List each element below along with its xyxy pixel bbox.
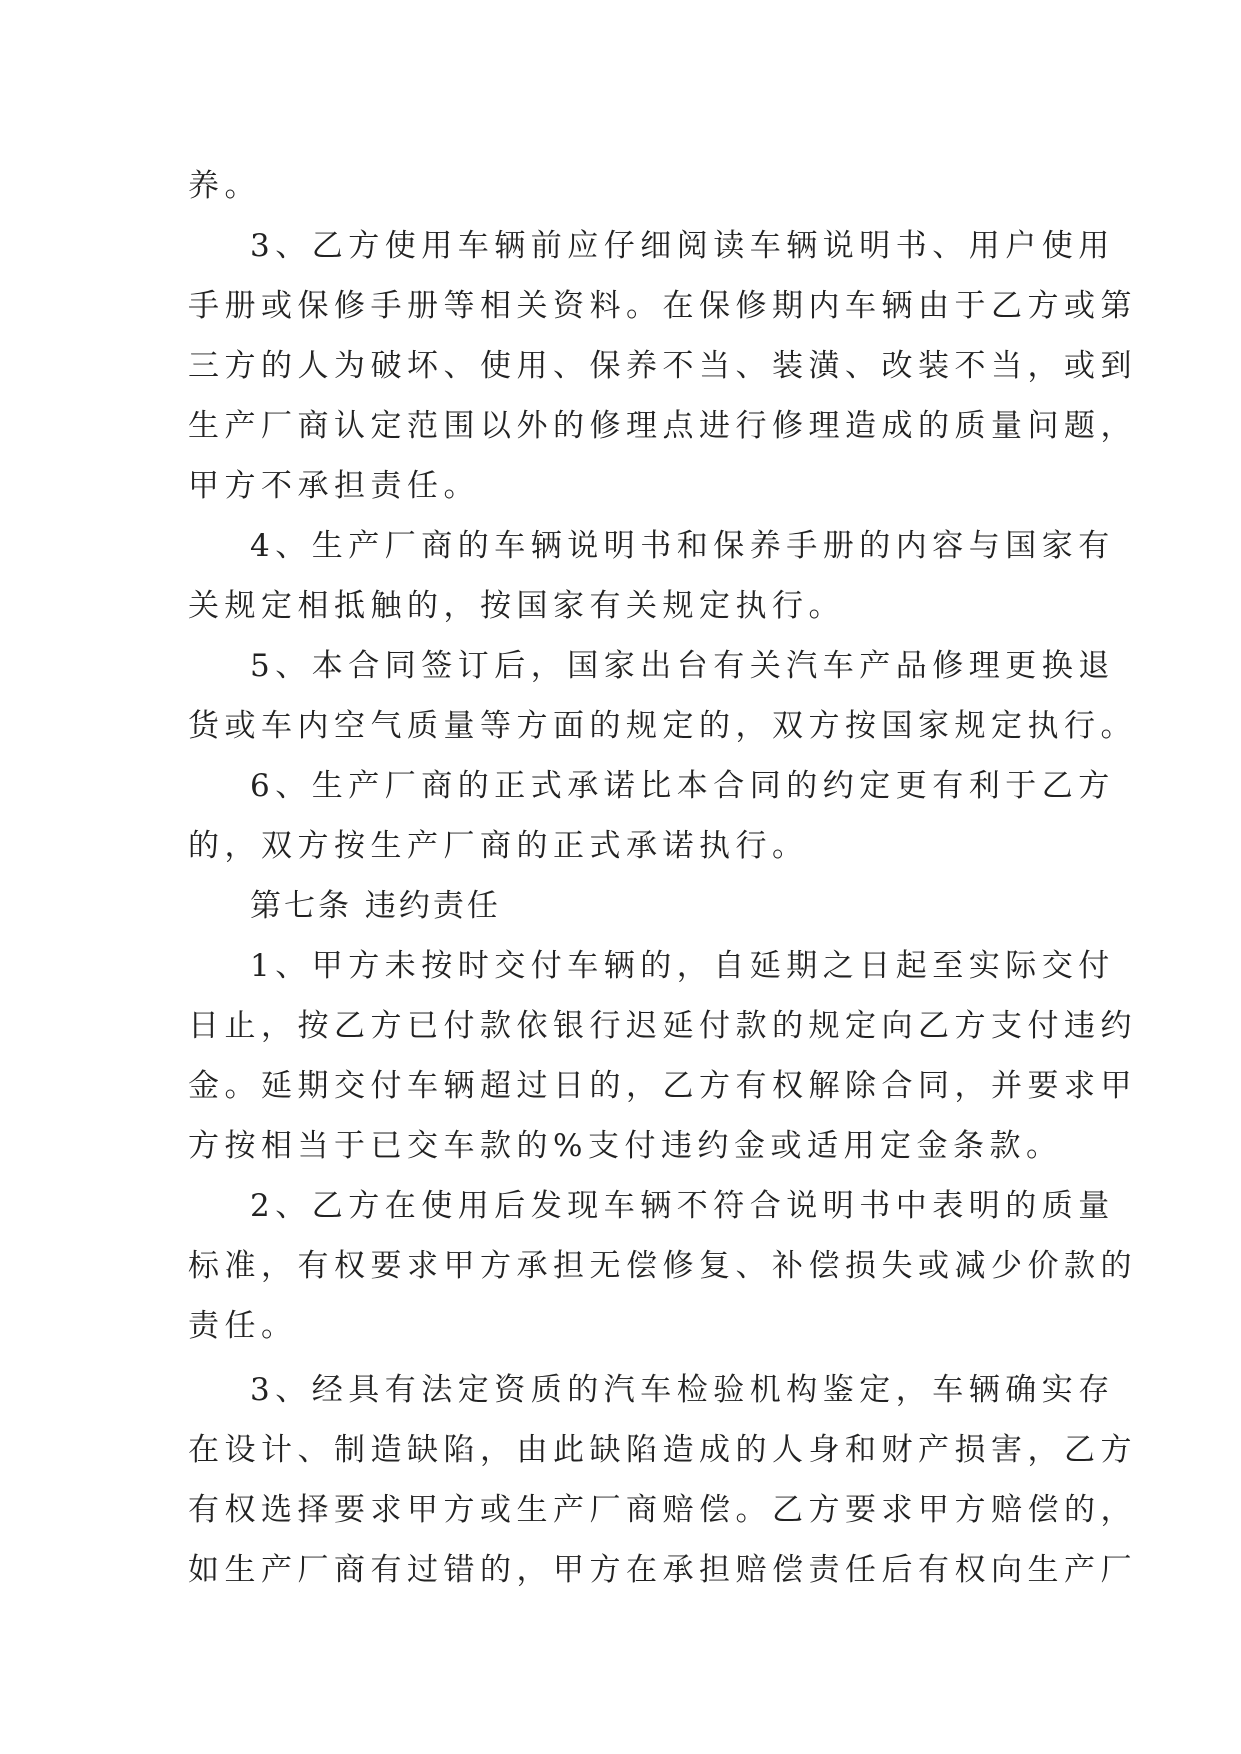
text-line: 标准，有权要求甲方承担无偿修复、补偿损失或减少价款的 <box>188 1248 1137 1284</box>
text-line: 方按相当于已交车款的%支付违约金或适用定金条款。 <box>188 1128 1063 1164</box>
text-line: 6、生产厂商的正式承诺比本合同的约定更有利于乙方 <box>250 768 1115 804</box>
text-line: 日止，按乙方已付款依银行迟延付款的规定向乙方支付违约 <box>188 1008 1137 1044</box>
text-line: 的，双方按生产厂商的正式承诺执行。 <box>188 828 809 864</box>
text-line: 3、乙方使用车辆前应仔细阅读车辆说明书、用户使用 <box>250 228 1115 264</box>
text-line: 3、经具有法定资质的汽车检验机构鉴定，车辆确实存 <box>250 1372 1115 1408</box>
text-line: 责任。 <box>188 1308 298 1344</box>
text-line: 生产厂商认定范围以外的修理点进行修理造成的质量问题， <box>188 408 1137 444</box>
text-line: 4、生产厂商的车辆说明书和保养手册的内容与国家有 <box>250 528 1115 564</box>
text-line: 手册或保修手册等相关资料。在保修期内车辆由于乙方或第 <box>188 288 1137 324</box>
text-line: 甲方不承担责任。 <box>188 468 480 504</box>
document-body <box>188 156 1137 1600</box>
text-line: 2、乙方在使用后发现车辆不符合说明书中表明的质量 <box>250 1188 1115 1224</box>
text-line: 5、本合同签订后，国家出台有关汽车产品修理更换退 <box>250 648 1115 684</box>
text-line: 在设计、制造缺陷，由此缺陷造成的人身和财产损害，乙方 <box>188 1432 1137 1468</box>
text-line: 有权选择要求甲方或生产厂商赔偿。乙方要求甲方赔偿的， <box>188 1492 1137 1528</box>
section-heading: 第七条 违约责任 <box>250 888 501 924</box>
text-line: 三方的人为破坏、使用、保养不当、装潢、改装不当，或到 <box>188 348 1137 384</box>
text-line: 关规定相抵触的，按国家有关规定执行。 <box>188 588 845 624</box>
text-line: 金。延期交付车辆超过日的，乙方有权解除合同，并要求甲 <box>188 1068 1137 1104</box>
text-line: 1、甲方未按时交付车辆的，自延期之日起至实际交付 <box>250 948 1115 984</box>
text-line: 如生产厂商有过错的，甲方在承担赔偿责任后有权向生产厂 <box>188 1552 1137 1588</box>
text-line: 养。 <box>188 168 261 204</box>
text-line: 货或车内空气质量等方面的规定的，双方按国家规定执行。 <box>188 708 1137 744</box>
